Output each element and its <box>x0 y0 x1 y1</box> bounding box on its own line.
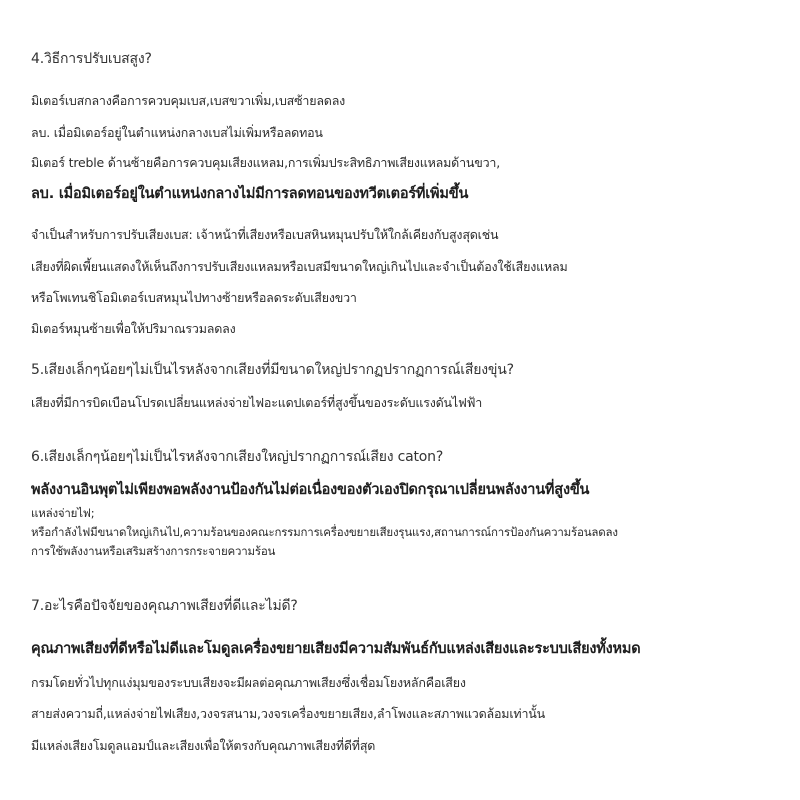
section-4-heading: 4.วิธีการปรับเบสสูง? <box>31 51 152 67</box>
section-4-line-7: หรือโพเทนชิโอมิเตอร์เบสหมุนไปทางซ้ายหรือลดระดับเสียงขวา <box>31 290 357 305</box>
section-4-line-2: ลบ. เมื่อมิเตอร์อยู่ในตำแหน่งกลางเบสไม่เพิ่มหรือลดทอน <box>31 125 323 140</box>
section-7-line-4: มีแหล่งเสียงโมดูลแอมป์และเสียงเพื่อให้ตรงกับคุณภาพเสียงที่ดีที่สุด <box>31 738 376 753</box>
section-4-line-3: มิเตอร์ treble ด้านซ้ายคือการควบคุมเสียงแหลม,การเพิ่มประสิทธิภาพเสียงแหลมด้านขวา, <box>31 155 501 170</box>
section-6-line-3: หรือกำลังไฟมีขนาดใหญ่เกินไป,ความร้อนของคณะกรรมการเครื่องขยายเสียงรุนแรง,สถานการณ์การป้องกันความร้อนลดลง <box>31 525 618 539</box>
section-4-line-8: มิเตอร์หมุนซ้ายเพื่อให้ปริมาณรวมลดลง <box>31 321 236 336</box>
section-6-line-1: พลังงานอินพุตไม่เพียงพอพลังงานป้องกันไม่ต่อเนื่องของตัวเองปิดกรุณาเปลี่ยนพลังงานที่สูงขึ้น <box>31 482 590 498</box>
section-6-line-2: แหล่งจ่ายไฟ; <box>31 506 95 520</box>
section-4-line-4: ลบ. เมื่อมิเตอร์อยู่ในตำแหน่งกลางไม่มีการลดทอนของทวีตเตอร์ที่เพิ่มขึ้น <box>31 186 469 202</box>
section-4-line-6: เสียงที่ผิดเพี้ยนแสดงให้เห็นถึงการปรับเสียงแหลมหรือเบสมีขนาดใหญ่เกินไปและจำเป็นต้องใช้เสียงแหลม <box>31 259 568 274</box>
section-7-line-3: สายส่งความถี่,แหล่งจ่ายไฟเสียง,วงจรสนาม,วงจรเครื่องขยายเสียง,ลำโพงและสภาพแวดล้อมเท่านั้น <box>31 706 545 721</box>
section-6-line-4: การใช้พลังงานหรือเสริมสร้างการกระจายความร้อน <box>31 544 276 558</box>
section-4-line-1: มิเตอร์เบสกลางคือการควบคุมเบส,เบสขวาเพิ่ม,เบสซ้ายลดลง <box>31 93 346 108</box>
section-7-heading: 7.อะไรคือปัจจัยของคุณภาพเสียงที่ดีและไม่ดี? <box>31 598 298 614</box>
section-7-line-2: กรมโดยทั่วไปทุกแง่มุมของระบบเสียงจะมีผลต่อคุณภาพเสียงซึ่งเชื่อมโยงหลักคือเสียง <box>31 675 466 690</box>
section-6-heading: 6.เสียงเล็กๆน้อยๆไม่เป็นไรหลังจากเสียงใหญ่ปรากฏการณ์เสียง caton? <box>31 449 444 465</box>
section-5-heading: 5.เสียงเล็กๆน้อยๆไม่เป็นไรหลังจากเสียงที่มีขนาดใหญ่ปรากฏปรากฏการณ์เสียงขุ่น? <box>31 362 514 378</box>
section-7-line-1: คุณภาพเสียงที่ดีหรือไม่ดีและโมดูลเครื่องขยายเสียงมีความสัมพันธ์กับแหล่งเสียงและระบบเสียงทั้งหมด <box>31 641 641 657</box>
section-4-line-5: จำเป็นสำหรับการปรับเสียงเบส: เจ้าหน้าที่เสียงหรือเบสหินหมุนปรับให้ใกล้เคียงกับสูงสุดเช่น <box>31 227 499 242</box>
section-5-line-1: เสียงที่มีการบิดเบือนโปรดเปลี่ยนแหล่งจ่ายไฟอะแดปเตอร์ที่สูงขึ้นของระดับแรงดันไฟฟ้า <box>31 395 483 410</box>
